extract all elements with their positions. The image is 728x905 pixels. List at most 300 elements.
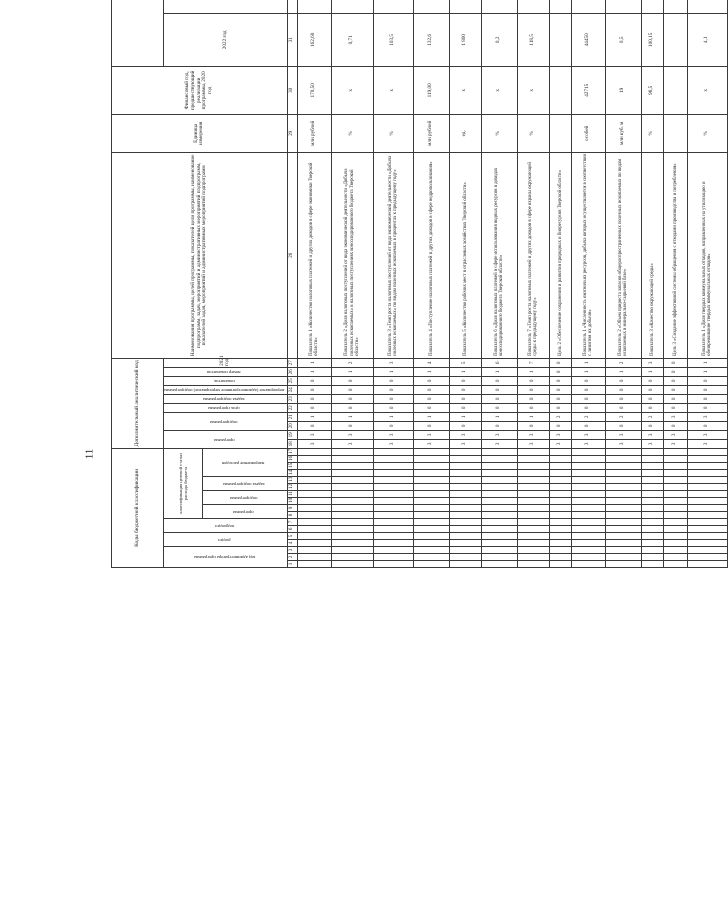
code-cell xyxy=(481,512,517,519)
code-cell: 0 xyxy=(663,421,687,430)
code-cell xyxy=(549,554,571,561)
code-cell: 1 xyxy=(449,367,481,376)
code-cell xyxy=(449,470,481,477)
code-cell: 0 xyxy=(481,376,517,385)
code-cell xyxy=(549,448,571,455)
code-cell: 3 xyxy=(549,430,571,439)
code-cell: 0 xyxy=(331,385,373,394)
code-cell xyxy=(331,554,373,561)
code-cell: 0 xyxy=(663,385,687,394)
code-cell: 0 xyxy=(549,385,571,394)
code-cell xyxy=(517,561,549,568)
code-cell xyxy=(663,448,687,455)
code-cell xyxy=(549,505,571,512)
code-cell xyxy=(571,547,605,554)
code-cell xyxy=(481,554,517,561)
year-value xyxy=(571,0,605,13)
code-cell xyxy=(413,491,449,498)
year-2021-header: 2021 год xyxy=(164,358,288,367)
code-cell: 3 xyxy=(331,439,373,448)
code-cell: 3 xyxy=(297,439,331,448)
page-number: 11 xyxy=(83,448,96,460)
code-cell: 0 xyxy=(413,403,449,412)
code-cell xyxy=(641,484,663,491)
code-cell: 3 xyxy=(413,430,449,439)
code-cell: 0 xyxy=(373,403,413,412)
column-number: 2 xyxy=(287,554,297,561)
code-cell: 0 xyxy=(449,421,481,430)
code-cell xyxy=(373,477,413,484)
code-cell xyxy=(481,491,517,498)
code-cell: 1 xyxy=(331,367,373,376)
code-cell: 1 xyxy=(571,358,605,367)
code-cell: 0 xyxy=(373,385,413,394)
code-cell xyxy=(481,526,517,533)
code-cell xyxy=(449,456,481,463)
code-cell xyxy=(663,526,687,533)
code-cell xyxy=(373,512,413,519)
code-cell xyxy=(605,540,641,547)
code-cell xyxy=(549,512,571,519)
code-cell xyxy=(413,540,449,547)
year-value xyxy=(413,0,449,13)
code-cell xyxy=(605,547,641,554)
code-cell xyxy=(481,456,517,463)
year-value xyxy=(549,0,571,13)
code-cell xyxy=(481,484,517,491)
code-cell: 0 xyxy=(687,376,727,385)
column-number: 20 xyxy=(287,421,297,430)
code-cell xyxy=(641,547,663,554)
unit-cell: особей xyxy=(571,114,605,152)
base-value: х xyxy=(331,66,373,114)
year-value xyxy=(517,0,549,13)
column-number: 31 xyxy=(287,13,297,66)
code-cell: 0 xyxy=(605,385,641,394)
column-number: 11 xyxy=(287,491,297,498)
unit-cell xyxy=(549,114,571,152)
code-cell xyxy=(687,533,727,540)
code-cell xyxy=(605,561,641,568)
year-value xyxy=(297,0,331,13)
code-cell: 3 xyxy=(517,430,549,439)
year-value xyxy=(331,0,373,13)
code-cell: 0 xyxy=(641,385,663,394)
program-indicators-table xyxy=(111,0,728,568)
code-cell: 0 xyxy=(297,394,331,403)
kbk-sub-direction-header: направление расходов xyxy=(202,448,287,476)
code-cell xyxy=(297,533,331,540)
code-cell: 0 xyxy=(413,394,449,403)
code-cell xyxy=(663,456,687,463)
code-cell: 0 xyxy=(331,376,373,385)
indicator-name-header: Наименования программы, целей программы, показателей цели программы, наименование подпрограмм, задач, мероприятий и административных мероприятий подпрограмм, показателей задач, мероприятий и административных мероприятий подпрограмм xyxy=(112,152,288,358)
code-cell: 0 xyxy=(517,376,549,385)
code-cell xyxy=(663,540,687,547)
dop-program-header: программа xyxy=(164,430,288,448)
column-number: 17 xyxy=(287,448,297,455)
code-cell: 0 xyxy=(571,421,605,430)
code-cell xyxy=(297,463,331,470)
code-cell xyxy=(549,470,571,477)
code-cell xyxy=(641,463,663,470)
column-number: 26 xyxy=(287,367,297,376)
code-cell xyxy=(641,519,663,526)
code-cell xyxy=(687,463,727,470)
code-cell xyxy=(413,463,449,470)
code-cell xyxy=(687,484,727,491)
kbk-sub-task-header: задача подпрограммы xyxy=(202,477,287,491)
code-cell xyxy=(549,463,571,470)
code-cell: 0 xyxy=(449,385,481,394)
code-cell xyxy=(481,477,517,484)
code-cell xyxy=(517,547,549,554)
code-cell xyxy=(481,470,517,477)
code-cell xyxy=(481,505,517,512)
code-cell: 1 xyxy=(481,412,517,421)
year-value xyxy=(663,0,687,13)
code-cell xyxy=(571,505,605,512)
code-cell: 0 xyxy=(297,421,331,430)
code-cell xyxy=(663,505,687,512)
code-cell xyxy=(687,448,727,455)
year-value xyxy=(373,0,413,13)
code-cell: 0 xyxy=(687,421,727,430)
code-cell xyxy=(605,484,641,491)
code-cell xyxy=(571,456,605,463)
year-value: 103,5 xyxy=(373,13,413,66)
column-number: 13 xyxy=(287,477,297,484)
table-row xyxy=(449,0,481,568)
code-cell xyxy=(641,470,663,477)
code-cell xyxy=(413,561,449,568)
code-cell: 3 xyxy=(373,358,413,367)
code-cell xyxy=(449,519,481,526)
code-cell xyxy=(481,540,517,547)
code-cell: 1 xyxy=(373,367,413,376)
code-cell: 1 xyxy=(687,358,727,367)
code-cell: 3 xyxy=(413,439,449,448)
code-cell: 1 xyxy=(413,412,449,421)
column-number: 16 xyxy=(287,456,297,463)
code-cell: 0 xyxy=(481,421,517,430)
code-cell: 0 xyxy=(549,367,571,376)
code-cell xyxy=(449,512,481,519)
base-value: 42715 xyxy=(571,66,605,114)
table-row xyxy=(605,0,641,568)
year-value: 4,1 xyxy=(687,13,727,66)
column-number: 10 xyxy=(287,498,297,505)
code-cell xyxy=(663,554,687,561)
code-cell xyxy=(687,519,727,526)
code-cell xyxy=(331,470,373,477)
years-group-header xyxy=(112,0,164,66)
code-cell xyxy=(605,448,641,455)
code-cell xyxy=(373,448,413,455)
code-cell xyxy=(331,456,373,463)
column-number: 29 xyxy=(287,114,297,152)
column-number: 3 xyxy=(287,547,297,554)
code-cell xyxy=(549,484,571,491)
code-cell xyxy=(571,554,605,561)
code-cell xyxy=(413,554,449,561)
column-number: 6 xyxy=(287,526,297,533)
column-number: 19 xyxy=(287,430,297,439)
code-cell xyxy=(663,547,687,554)
code-cell xyxy=(605,526,641,533)
indicator-name: Показатель 5 «Количество рабочих мест в отраслевых хозяйствах Тверской области» xyxy=(449,152,481,358)
code-cell: 0 xyxy=(663,403,687,412)
code-cell: 0 xyxy=(549,376,571,385)
code-cell xyxy=(517,498,549,505)
code-cell: 3 xyxy=(297,430,331,439)
table-row xyxy=(517,0,549,568)
table-body xyxy=(112,0,728,568)
code-cell: 6 xyxy=(481,358,517,367)
code-cell xyxy=(687,491,727,498)
column-number: 22 xyxy=(287,403,297,412)
code-cell xyxy=(373,554,413,561)
code-cell xyxy=(517,512,549,519)
code-cell xyxy=(687,477,727,484)
code-cell: 1 xyxy=(297,412,331,421)
code-cell xyxy=(687,554,727,561)
code-cell: 0 xyxy=(331,403,373,412)
code-cell xyxy=(449,533,481,540)
code-cell xyxy=(297,519,331,526)
code-cell xyxy=(481,533,517,540)
code-cell xyxy=(449,448,481,455)
code-cell: 0 xyxy=(517,421,549,430)
code-cell xyxy=(641,554,663,561)
code-cell xyxy=(663,561,687,568)
code-cell xyxy=(663,512,687,519)
base-value xyxy=(663,66,687,114)
column-number: 25 xyxy=(287,376,297,385)
code-cell xyxy=(663,463,687,470)
code-cell xyxy=(481,498,517,505)
dop-subprogram-header: подпрограмма xyxy=(164,412,288,430)
code-cell xyxy=(413,519,449,526)
code-cell xyxy=(373,526,413,533)
code-cell: 0 xyxy=(517,394,549,403)
code-cell xyxy=(481,519,517,526)
code-cell: 0 xyxy=(549,394,571,403)
code-cell xyxy=(373,463,413,470)
code-cell xyxy=(605,554,641,561)
indicator-name: Показатель 1 «Доля твердых коммунальных отходов, направленных на утилизацию и обезвреживание твердых коммунальных отходов» xyxy=(687,152,727,358)
code-cell xyxy=(331,519,373,526)
indicator-name: Показатель 7 «Темп роста налоговых платежей и других доходов в сфере охраны окружающей среды к предыдущему году» xyxy=(517,152,549,358)
base-value: 170,50 xyxy=(297,66,331,114)
code-cell xyxy=(413,448,449,455)
code-cell xyxy=(297,540,331,547)
code-cell: 3 xyxy=(331,430,373,439)
base-value: 98,5 xyxy=(641,66,663,114)
table-row xyxy=(413,0,449,568)
code-cell xyxy=(549,547,571,554)
column-number: 4 xyxy=(287,540,297,547)
code-cell xyxy=(571,491,605,498)
dop-activity-header: мероприятие (административное мероприятие) подпрограммы xyxy=(164,385,288,394)
code-cell: 0 xyxy=(481,394,517,403)
code-cell xyxy=(687,498,727,505)
code-cell: 3 xyxy=(687,412,727,421)
column-number: 7 xyxy=(287,519,297,526)
code-cell: 0 xyxy=(605,394,641,403)
unit-cell: % xyxy=(641,114,663,152)
code-cell xyxy=(571,533,605,540)
kbk-subsection-header: подраздел xyxy=(164,519,288,533)
code-cell xyxy=(517,533,549,540)
unit-cell: млн рублей xyxy=(413,114,449,152)
kbk-sub-program-header: программа xyxy=(202,505,287,519)
column-number: 30 xyxy=(287,66,297,114)
code-cell xyxy=(297,498,331,505)
code-cell: 3 xyxy=(605,430,641,439)
code-cell xyxy=(331,498,373,505)
code-cell xyxy=(331,505,373,512)
base-value: 19 xyxy=(605,66,641,114)
code-cell: 0 xyxy=(687,394,727,403)
unit-cell: % xyxy=(481,114,517,152)
table-row xyxy=(481,0,517,568)
year-value: 0,71 xyxy=(331,13,373,66)
code-cell: 2 xyxy=(549,412,571,421)
column-number xyxy=(287,0,297,13)
code-cell: 2 xyxy=(331,358,373,367)
code-cell xyxy=(449,498,481,505)
code-cell xyxy=(331,477,373,484)
code-cell xyxy=(549,561,571,568)
code-cell xyxy=(687,561,727,568)
indicator-name: Показатель 4 «Поступление налоговых платежей и других доходов в сфере недропользования» xyxy=(413,152,449,358)
code-cell xyxy=(663,477,687,484)
code-cell xyxy=(331,533,373,540)
code-cell: 3 xyxy=(641,430,663,439)
code-cell xyxy=(663,519,687,526)
code-cell xyxy=(297,470,331,477)
code-cell: 0 xyxy=(641,403,663,412)
code-cell: 0 xyxy=(297,376,331,385)
code-cell xyxy=(641,540,663,547)
year-value: 162,60 xyxy=(297,13,331,66)
column-number: 23 xyxy=(287,394,297,403)
unit-cell: млн куб. м xyxy=(605,114,641,152)
code-cell xyxy=(605,456,641,463)
year-value: 44450 xyxy=(571,13,605,66)
code-cell xyxy=(549,526,571,533)
code-cell xyxy=(517,491,549,498)
code-cell xyxy=(571,448,605,455)
code-cell: 3 xyxy=(373,439,413,448)
kbk-admin-code-header: код администратора программы xyxy=(164,547,288,568)
code-cell: 0 xyxy=(449,403,481,412)
code-cell xyxy=(549,456,571,463)
code-cell xyxy=(549,533,571,540)
code-cell: 3 xyxy=(641,358,663,367)
code-cell xyxy=(605,477,641,484)
code-cell xyxy=(605,463,641,470)
table-row xyxy=(549,0,571,568)
code-cell xyxy=(549,491,571,498)
indicator-name: Показатель 1 «Количество налоговых платежей и других доходов в сфере экономики Тверской области» xyxy=(297,152,331,358)
code-cell xyxy=(331,547,373,554)
column-number: 21 xyxy=(287,412,297,421)
year-value xyxy=(687,0,727,13)
unit-cell: ед. xyxy=(449,114,481,152)
year-value xyxy=(663,13,687,66)
code-cell: 3 xyxy=(481,439,517,448)
code-cell: 0 xyxy=(331,394,373,403)
code-cell xyxy=(373,505,413,512)
code-cell xyxy=(687,505,727,512)
indicator-name: Показатель 2 «Объем прироста запасов общераспространенных полезных ископаемых по видам ископаемых в минерально-сырьевой базе» xyxy=(605,152,641,358)
code-cell: 0 xyxy=(481,403,517,412)
code-cell: 3 xyxy=(373,430,413,439)
code-cell xyxy=(571,484,605,491)
indicator-name: Показатель 2 «Доля налоговых поступлений от вида экономической деятельности «Добыча полезных ископаемых» в налоговых поступлениях консолидированного бюджета Тверской области» xyxy=(331,152,373,358)
header-row-top xyxy=(112,0,164,568)
base-value: 119,00 xyxy=(413,66,449,114)
code-cell xyxy=(641,456,663,463)
code-cell xyxy=(413,526,449,533)
year-value xyxy=(481,0,517,13)
code-cell xyxy=(687,470,727,477)
code-cell xyxy=(687,512,727,519)
code-cell xyxy=(297,491,331,498)
code-cell xyxy=(571,519,605,526)
code-cell: 3 xyxy=(549,439,571,448)
code-cell: 0 xyxy=(413,376,449,385)
code-cell: 0 xyxy=(373,376,413,385)
code-cell: 2 xyxy=(605,412,641,421)
code-cell xyxy=(549,477,571,484)
code-cell xyxy=(549,519,571,526)
code-cell xyxy=(373,484,413,491)
code-cell xyxy=(663,533,687,540)
code-cell xyxy=(331,463,373,470)
code-cell xyxy=(413,484,449,491)
table-row xyxy=(641,0,663,568)
indicator-name: Цель 2 «Обеспечение сохранения и развития природных и биоресурсов Тверской области» xyxy=(549,152,571,358)
code-cell xyxy=(687,526,727,533)
base-value: х xyxy=(373,66,413,114)
column-number: 9 xyxy=(287,505,297,512)
column-number: 1 xyxy=(287,561,297,568)
indicator-name: Показатель 1 «Численность охотничьих ресурсов, добыча которых осуществляется в соответствии с лимитом их добычи» xyxy=(571,152,605,358)
table-row xyxy=(373,0,413,568)
code-cell: 3 xyxy=(663,412,687,421)
code-cell: 0 xyxy=(549,421,571,430)
kbk-target-article-header: классификация целевой статьи расхода бюджета xyxy=(164,448,203,518)
code-cell: 3 xyxy=(663,439,687,448)
code-cell: 1 xyxy=(517,367,549,376)
code-cell: 0 xyxy=(297,385,331,394)
code-cell: 1 xyxy=(687,367,727,376)
column-number: 15 xyxy=(287,463,297,470)
base-value xyxy=(549,66,571,114)
code-cell xyxy=(297,554,331,561)
code-cell: 0 xyxy=(663,358,687,367)
code-cell: 0 xyxy=(517,403,549,412)
code-cell: 2 xyxy=(571,412,605,421)
code-cell: 1 xyxy=(413,367,449,376)
unit-cell: % xyxy=(517,114,549,152)
code-cell xyxy=(641,498,663,505)
code-cell: 1 xyxy=(331,412,373,421)
code-cell xyxy=(571,512,605,519)
